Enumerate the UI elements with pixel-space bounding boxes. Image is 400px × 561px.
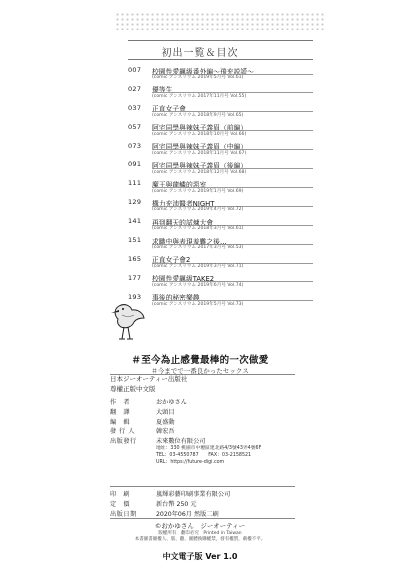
toc-page-number: 165 [128, 254, 142, 263]
toc-source: (comic アンスリウム 2019年3月号 Vol.71) [152, 264, 244, 270]
toc-heading: 初出一覧＆目次 [161, 48, 239, 59]
toc-title: 再到翻天的試煉大會 [152, 218, 214, 227]
book-subtitle: ＃今までで一番良かったセックス [151, 367, 249, 375]
credit-value: 大頭目 [156, 408, 175, 416]
toc-title: 正直女子會 [152, 105, 186, 114]
toc-entry [128, 104, 313, 123]
credit-value: 夏盛動 [156, 418, 175, 426]
heading-rule-bottom [128, 59, 313, 60]
toc-page-number: 091 [128, 160, 142, 169]
toc-page-number: 073 [128, 141, 142, 150]
print-value: 嵐輝彩藝印刷事業有限公司 [156, 491, 231, 498]
credit-row [110, 407, 310, 417]
credit-label: 出版發行 [110, 438, 137, 446]
credit-label: 作 者 [110, 399, 131, 406]
book-title: ＃至今為止感覺最棒的一次做愛 [131, 355, 269, 366]
publisher-tel: TEL：03-4550787 FAX：03-2158521 [156, 452, 252, 458]
copyright-line: ©おかゆさん ジーオーティー [154, 522, 246, 530]
toc-source: (comic アンスリウム 2018年9月号 Vol.65) [152, 112, 244, 118]
publisher-address: 地址：330 桃園市中壢區建北路4/3號43弄4號6F [156, 445, 262, 451]
toc-source: (comic アンスリウム 2019年1月号 Vol.69) [152, 188, 244, 194]
toc-title: 校園性愛飆級番外編～飛充説謊～ [152, 67, 254, 76]
toc-page-number: 141 [128, 217, 142, 226]
toc-source: (comic アンスリウム 2018年10月号 Vol.66) [152, 131, 247, 137]
toc-title: 阿宅同學與辣妹子義眉（後編） [152, 161, 248, 170]
credit-label: 翻 譯 [110, 408, 131, 416]
print-row [110, 489, 310, 499]
toc-title: 構力充沛醫者NIGHT [152, 199, 215, 208]
toc-source: (comic アンスリウム 2018年11月号 Vol.67) [152, 150, 247, 156]
print-rule-top [110, 486, 295, 487]
toc-entry [128, 85, 313, 104]
toc-source: (comic アンスリウム 2018年3月号 Vol.61) [152, 226, 244, 232]
toc-source: (comic アンスリウム 2019年4月号 Vol.72) [152, 207, 244, 213]
dotted-header-band [115, 12, 325, 30]
toc-entry [128, 274, 313, 293]
toc-page-number: 027 [128, 84, 142, 93]
toc-entry [128, 179, 313, 198]
publisher-info [110, 375, 187, 394]
print-label: 印 刷 [110, 491, 131, 498]
toc-entry [128, 160, 313, 179]
toc-title: 優等生 [152, 86, 173, 95]
license-line: 尊權正版中文版 [110, 384, 156, 393]
print-rule-bottom [110, 518, 295, 519]
heading-rule-top [128, 40, 313, 41]
toc-source: (comic アンスリウム 2019年6月号 Vol.74) [152, 282, 244, 288]
toc-source: (comic アンスリウム 2019年5月号 Vol.61) [152, 75, 244, 81]
toc-source: (comic アンスリウム 2019年5月号 Vol.73) [152, 301, 244, 307]
toc-entry [128, 123, 313, 142]
toc-source: (comic アンスリウム 2017年11月号 Vol.55) [152, 94, 247, 100]
credit-value: 未來數位有限公司 [156, 438, 206, 446]
toc-title: 魔王與龍鱗的惡室 [152, 180, 207, 189]
credit-label: 編 輯 [110, 418, 131, 426]
credit-row [110, 397, 310, 407]
print-value: 新台幣 250 元 [156, 500, 197, 508]
toc-entry [128, 198, 313, 217]
credit-label: 發 行 人 [110, 428, 135, 436]
toc-title: 校園性愛飆級TAKE2 [152, 275, 215, 284]
bird-illustration [108, 297, 148, 343]
toc-entry [128, 236, 313, 255]
credit-row-publisher [110, 436, 310, 446]
toc-title: 阿宅同學與辣妹子義眉（中編） [152, 143, 248, 152]
toc-page-number: 129 [128, 198, 142, 207]
toc-page-number: 037 [128, 103, 142, 112]
toc-title: 求職中與表現羞難之後… [152, 237, 227, 246]
print-label: 定 價 [110, 500, 131, 508]
toc-title: 阿宅同學與辣妹子義眉（前編） [152, 124, 248, 133]
toc-source: (comic アンスリウム 2018年12月号 Vol.68) [152, 169, 247, 175]
toc-title: 事後的秘密樂趣 [152, 294, 200, 303]
toc-page-number: 057 [128, 122, 142, 131]
print-row [110, 509, 310, 519]
credits-block [110, 397, 310, 466]
toc-page-number: 151 [128, 236, 142, 245]
print-row [110, 499, 310, 509]
toc-page-number: 111 [128, 179, 142, 188]
print-value: 2020年06月 然版二刷 [156, 510, 219, 518]
toc-entry [128, 255, 313, 274]
toc-source: (comic アンスリウム 2017年3月号 Vol.53) [152, 245, 244, 251]
credit-value: 韓宏吾 [156, 428, 175, 436]
print-label: 出版日期 [110, 510, 137, 518]
publisher-jp: 日本ジーオーティー出版社 [110, 375, 188, 383]
toc-page-number: 007 [128, 66, 142, 74]
credit-row [110, 426, 310, 436]
toc-entry [128, 293, 313, 312]
print-info [110, 489, 310, 518]
toc-entry [128, 217, 313, 236]
legal-line-1: 版權所有 翻印必究 Printed in Taiwan [158, 531, 242, 536]
ebook-version: 中文電子版 Ver 1.0 [162, 552, 238, 561]
toc-list [128, 66, 313, 312]
toc-page-number: 193 [128, 292, 142, 301]
publisher-url: URL：https://future-digi.com [156, 459, 225, 465]
credit-value: おかゆさん [156, 399, 187, 406]
credit-row [110, 417, 310, 427]
toc-page-number: 177 [128, 273, 142, 282]
legal-notice [0, 531, 400, 543]
toc-entry [128, 142, 313, 161]
toc-entry [128, 66, 313, 85]
toc-title: 正直女子會2 [152, 256, 191, 265]
legal-line-2: 本書圖書圖權人、版、翻、圖體換購權禁，發有權罰，截權不平。 [134, 537, 266, 542]
